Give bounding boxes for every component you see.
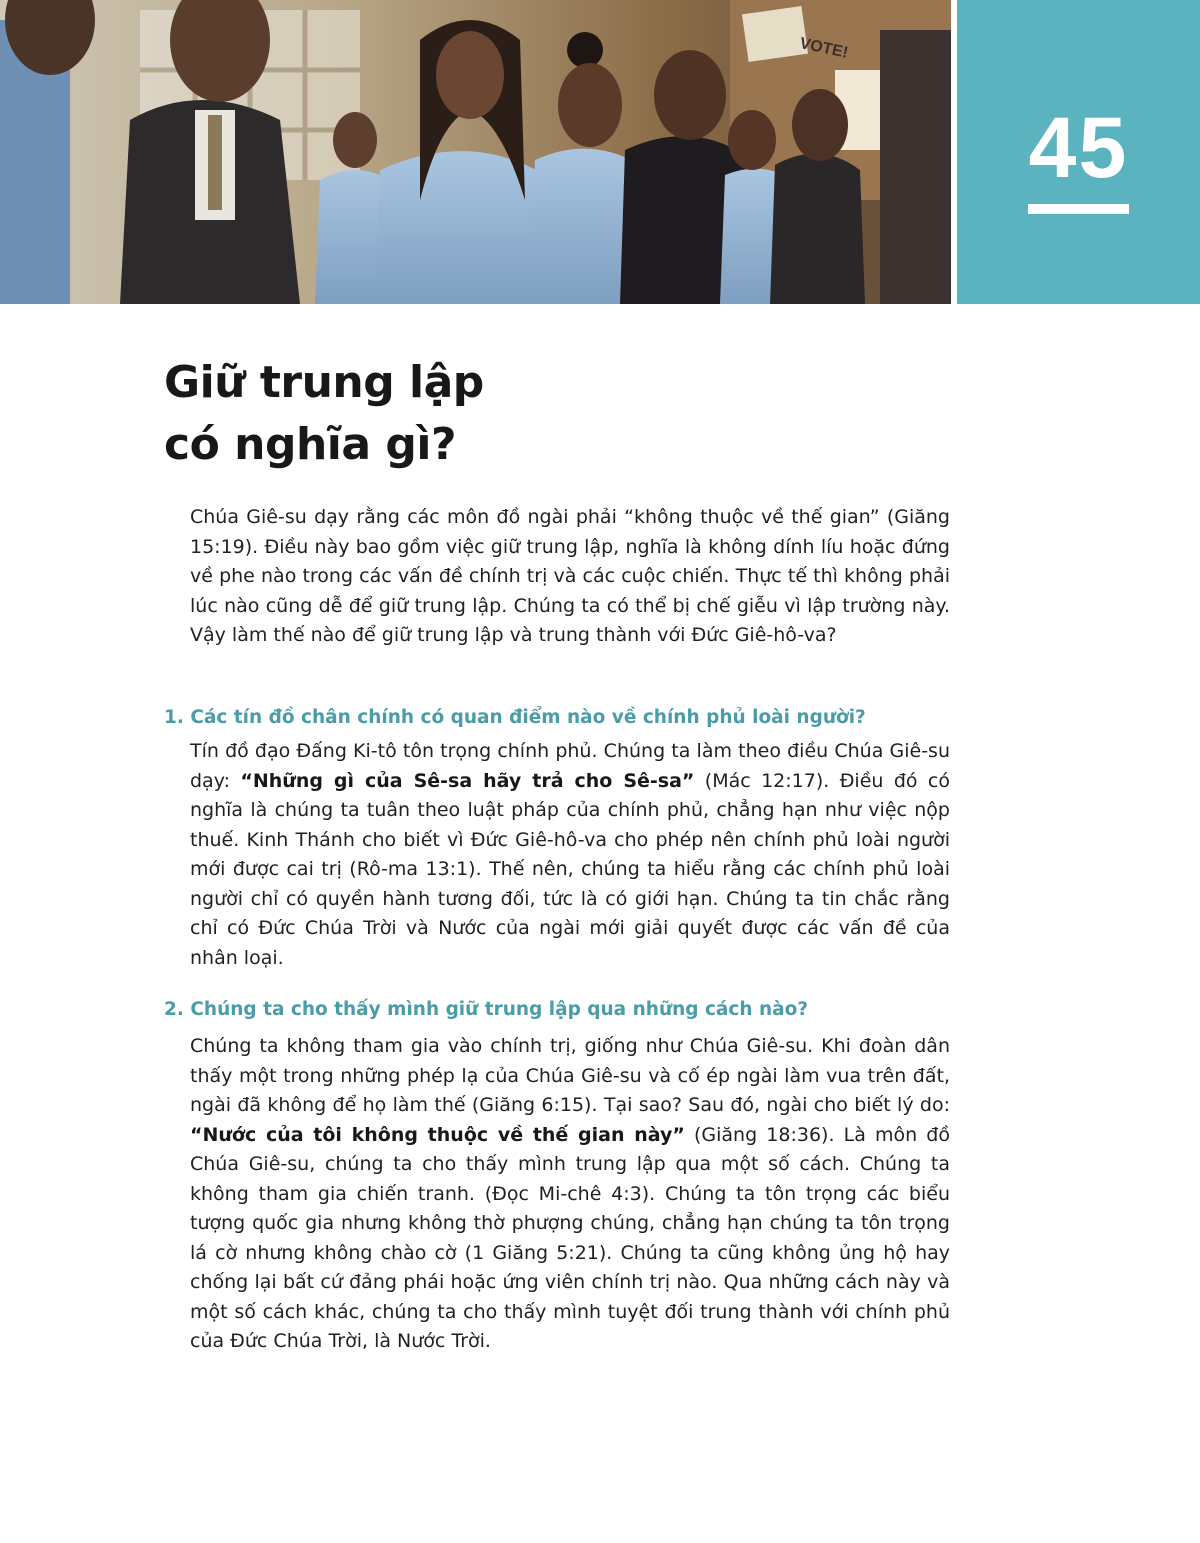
- answer-2-quote: “Nước của tôi không thuộc về thế gian này”: [190, 1123, 685, 1146]
- answer-1-text-after: (Mác 12:17). Điều đó có nghĩa là chúng ta tuân theo luật pháp của chính phủ, chẳng hạn như việc nộp thuế. Kinh Thánh cho biết vì Đức Giê-hô-va cho phép nên chính phủ loài người mới được cai trị (Rô-ma 13:1). Thế nên, chúng ta hiểu rằng các chính phủ loài người chỉ có quyền hành tương đối, tức là có giới hạn. Chúng ta tin chắc rằng chỉ có Đức Chúa Trời và Nước của ngài mới giải quyết được các vấn đề của nhân loại.: [190, 769, 950, 969]
- lesson-number-underline: [1028, 204, 1129, 214]
- lesson-number: 45: [1028, 100, 1129, 196]
- page-title-line-1: Giữ trung lập: [164, 357, 484, 408]
- answer-2-text-after: (Giăng 18:36). Là môn đồ Chúa Giê-su, chúng ta cho thấy mình trung lập qua một số cách. Chúng ta không tham gia chiến tranh. (Đọc Mi-chê 4:3). Chúng ta tôn trọng các biểu tượng quốc gia nhưng không thờ phượng chúng, chẳng hạn chúng ta tôn trọng lá cờ nhưng không chào cờ (1 Giăng 5:21). Chúng ta cũng không ủng hộ hay chống lại bất cứ đảng phái hoặc ứng viên chính trị nào. Qua những cách này và một số cách khác, chúng ta cho thấy mình tuyệt đối trung thành với chính phủ của Đức Chúa Trời, là Nước Trời.: [190, 1123, 950, 1352]
- person-edge-right: [880, 30, 951, 304]
- answer-2-paragraph: [190, 1032, 950, 1357]
- question-2-heading: 2. Chúng ta cho thấy mình giữ trung lập qua những cách nào?: [164, 999, 809, 1020]
- header-photo: [0, 0, 951, 304]
- answer-2-text-before: Chúng ta không tham gia vào chính trị, giống như Chúa Giê-su. Khi đoàn dân thấy một trong những phép lạ của Chúa Giê-su và cố ép ngài làm vua trên đất, ngài đã không để họ làm thế (Giăng 6:15). Tại sao? Sau đó, ngài cho biết lý do:: [190, 1035, 950, 1116]
- classroom-photo-illustration: [0, 0, 951, 304]
- page-title-line-2: có nghĩa gì?: [164, 419, 456, 470]
- answer-1-quote: “Những gì của Sê-sa hãy trả cho Sê-sa”: [240, 769, 695, 792]
- page-title: [164, 352, 484, 476]
- answer-1-text-before: Tín đồ đạo Đấng Ki-tô tôn trọng chính phủ. Chúng ta làm theo điều Chúa Giê-su dạy:: [190, 740, 950, 792]
- question-1-heading: 1. Các tín đồ chân chính có quan điểm nào về chính phủ loài người?: [164, 707, 866, 728]
- answer-1-paragraph: [190, 737, 950, 973]
- poster-text: VOTE!: [798, 34, 850, 62]
- intro-paragraph: Chúa Giê-su dạy rằng các môn đồ ngài phải “không thuộc về thế gian” (Giăng 15:19). Điều này bao gồm việc giữ trung lập, nghĩa là không dính líu hoặc đứng về phe nào trong các vấn đề chính trị và các cuộc chiến. Thực tế thì không phải lúc nào cũng dễ để giữ trung lập. Chúng ta có thể bị chế giễu vì lập trường này. Vậy làm thế nào để giữ trung lập và trung thành với Đức Giê-hô-va?: [190, 506, 950, 646]
- lesson-number-badge: [957, 0, 1200, 304]
